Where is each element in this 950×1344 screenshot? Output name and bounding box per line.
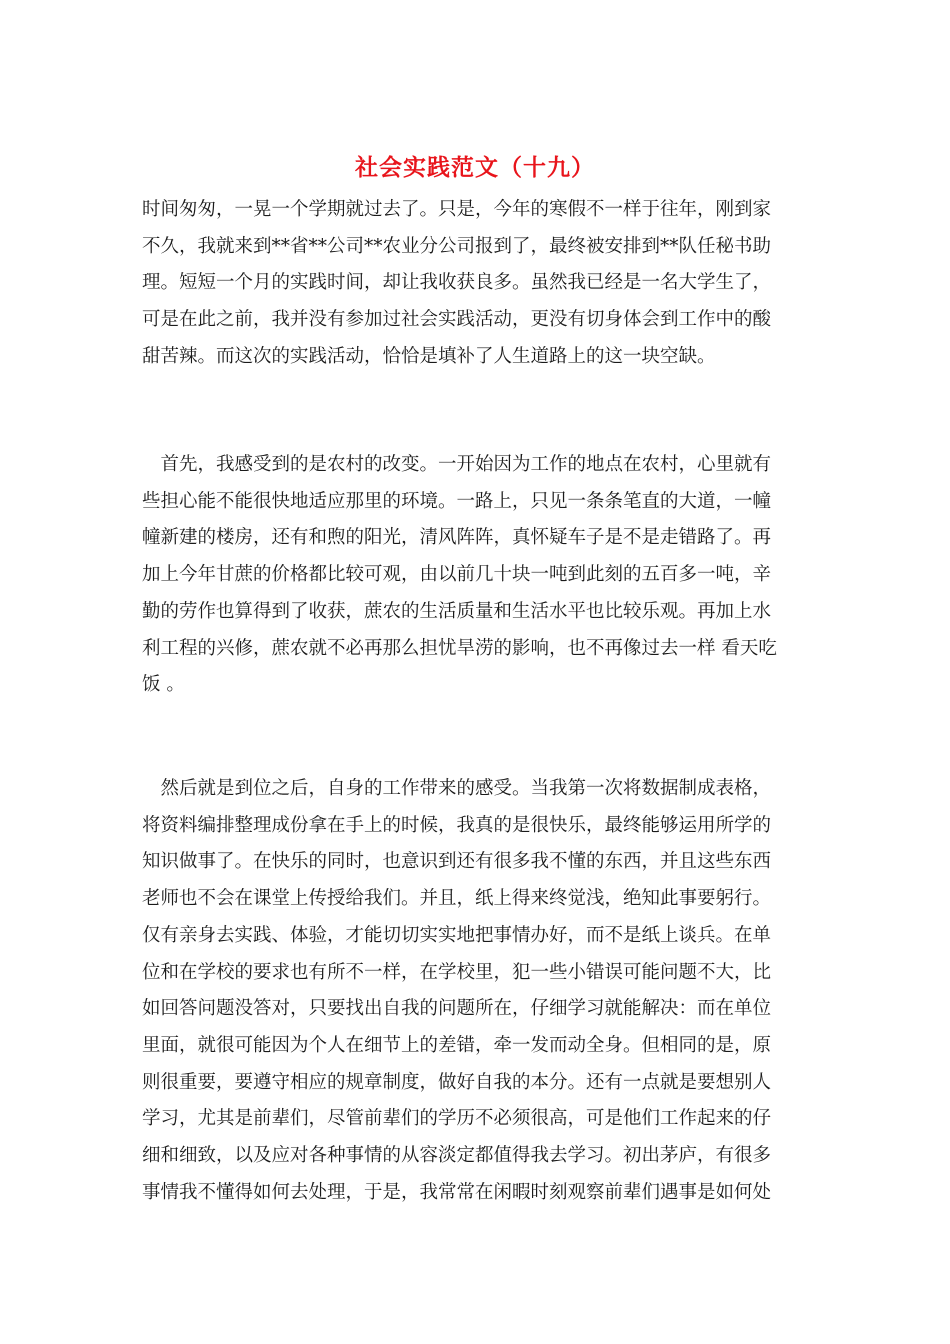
paragraph-2 [142, 447, 810, 704]
paragraph-line: 细和细致，以及应对各种事情的从容淡定都值得我去学习。初出茅庐，有很多 [142, 1145, 772, 1167]
paragraph-line: 饭 。 [142, 674, 185, 696]
paragraph-line: 老师也不会在课堂上传授给我们。并且，纸上得来终觉浅，绝知此事要躬行。 [142, 888, 772, 910]
paragraph-line: 学习，尤其是前辈们，尽管前辈们的学历不必须很高，可是他们工作起来的仔 [142, 1108, 772, 1130]
paragraph-line: 知识做事了。在快乐的同时，也意识到还有很多我不懂的东西，并且这些东西 [142, 851, 772, 873]
paragraph-line: 时间匆匆，一晃一个学期就过去了。只是，今年的寒假不一样于往年，刚到家 [142, 199, 772, 220]
paragraph-line: 不久，我就来到**省**公司**农业分公司报到了，最终被安排到**队任秘书助 [142, 235, 772, 257]
paragraph-line: 将资料编排整理成份拿在手上的时候，我真的是很快乐，最终能够运用所学的 [142, 814, 772, 836]
paragraph-3 [142, 771, 810, 1211]
paragraph-line: 可是在此之前，我并没有参加过社会实践活动，更没有切身体会到工作中的酸 [142, 309, 772, 331]
paragraph-line: 利工程的兴修，蔗农就不必再那么担忧旱涝的影响，也不再像过去一样 看天吃 [142, 637, 777, 659]
paragraph-line: 事情我不懂得如何去处理，于是，我常常在闲暇时刻观察前辈们遇事是如何处 [142, 1181, 772, 1203]
paragraph-line: 些担心能不能很快地适应那里的环境。一路上，只见一条条笔直的大道，一幢 [142, 490, 772, 512]
paragraph-line: 然后就是到位之后，自身的工作带来的感受。当我第一次将数据制成表格， [142, 778, 772, 799]
paragraph-1 [142, 192, 810, 376]
paragraph-line: 首先，我感受到的是农村的改变。一开始因为工作的地点在农村，心里就有 [142, 454, 772, 475]
paragraph-line: 加上今年甘蔗的价格都比较可观，由以前几十块一吨到此刻的五百多一吨，辛 [142, 564, 772, 586]
paragraph-line: 理。短短一个月的实践时间，却让我收获良多。虽然我已经是一名大学生了， [142, 272, 772, 294]
paragraph-line: 甜苦辣。而这次的实践活动，恰恰是填补了人生道路上的这一块空缺。 [142, 345, 716, 367]
document-title: 社会实践范文（十九） [355, 154, 595, 181]
paragraph-line: 勤的劳作也算得到了收获，蔗农的生活质量和生活水平也比较乐观。再加上水 [142, 600, 772, 622]
paragraph-line: 里面，就很可能因为个人在细节上的差错，牵一发而动全身。但相同的是，原 [142, 1034, 772, 1056]
paragraph-line: 幢新建的楼房，还有和煦的阳光，清风阵阵，真怀疑车子是不是走错路了。再 [142, 527, 772, 549]
paragraph-line: 仅有亲身去实践、体验，才能切切实实地把事情办好，而不是纸上谈兵。在单 [142, 924, 772, 946]
paragraph-line: 则很重要，要遵守相应的规章制度，做好自我的本分。还有一点就是要想别人 [142, 1071, 772, 1093]
paragraph-line: 位和在学校的要求也有所不一样，在学校里，犯一些小错误可能问题不大，比 [142, 961, 772, 983]
paragraph-line: 如回答问题没答对，只要找出自我的问题所在，仔细学习就能解决：而在单位 [142, 998, 772, 1020]
